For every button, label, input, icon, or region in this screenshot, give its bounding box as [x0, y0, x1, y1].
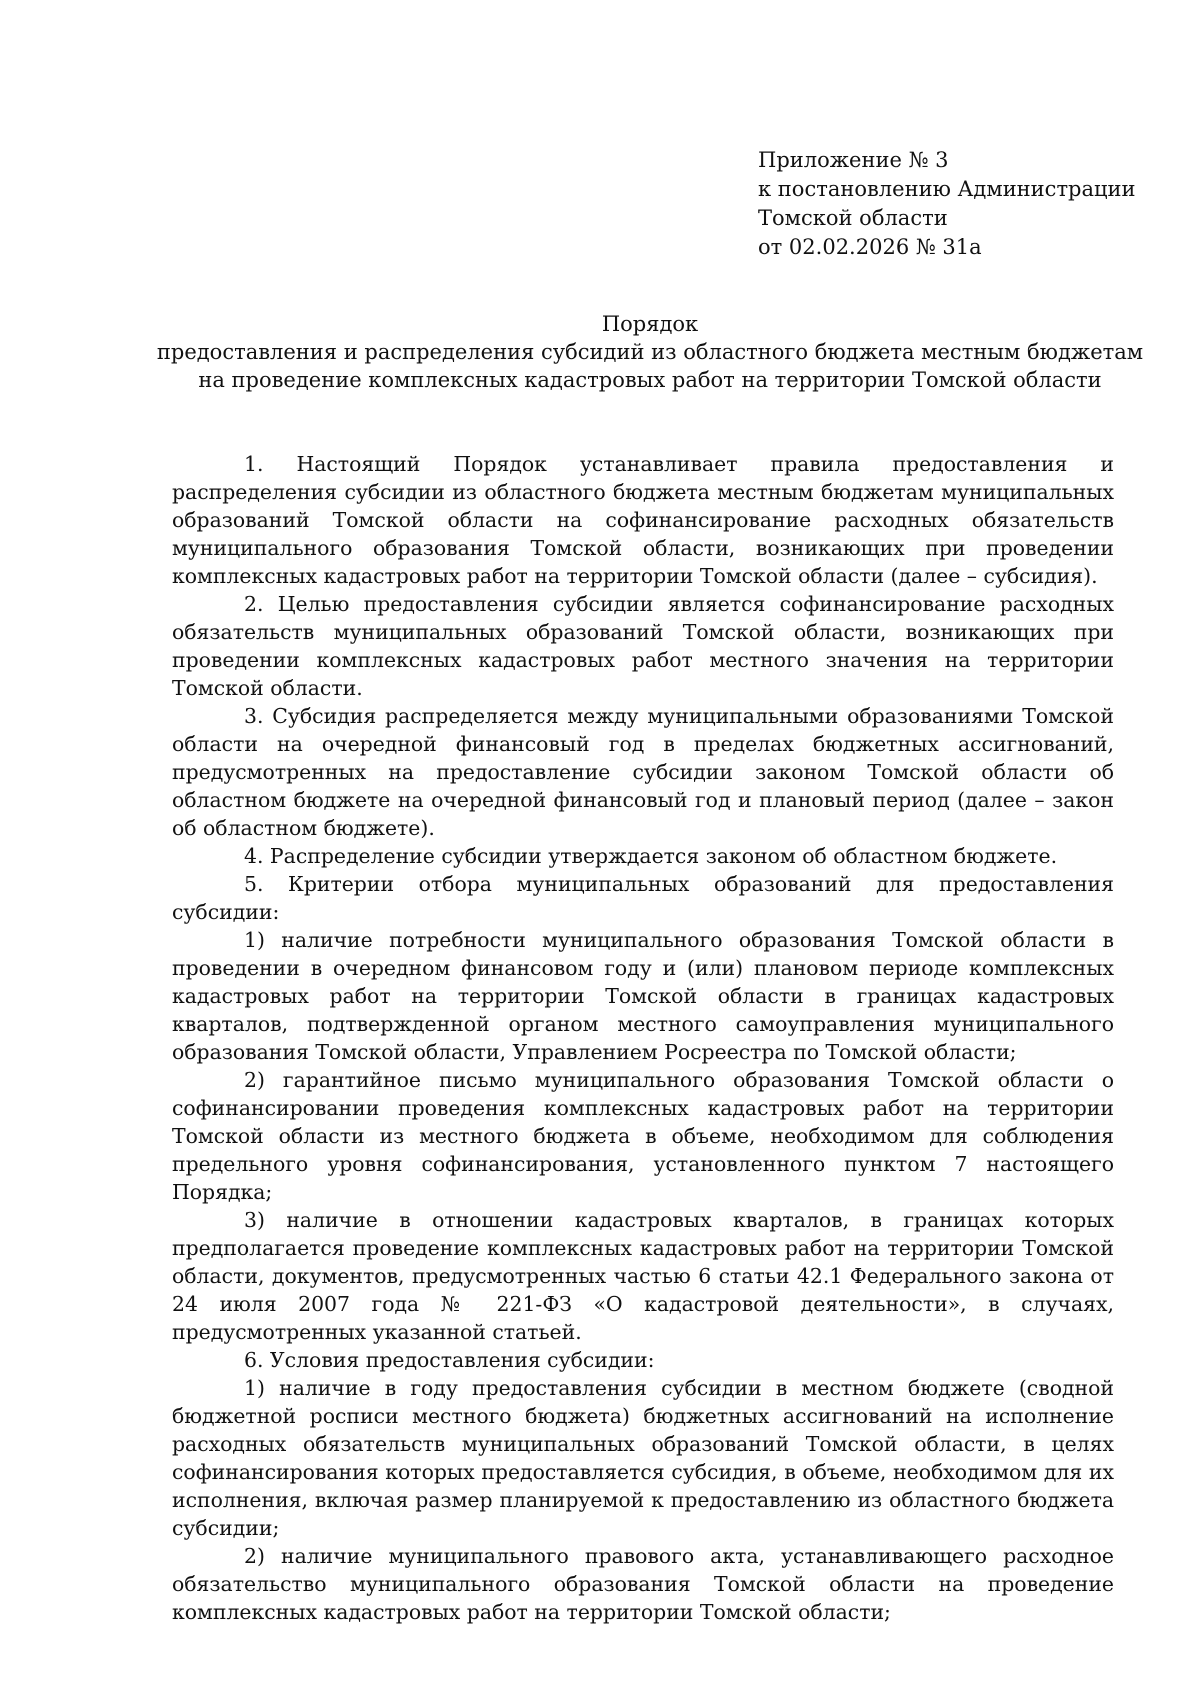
paragraph: 2) наличие муниципального правового акта, устанавливающего расходное обязательство муниципального образования Томской области на проведение комплексных кадастровых работ на территории Томской области;	[172, 1544, 1114, 1624]
paragraph: 1. Настоящий Порядок устанавливает правила предоставления и распределения субсидии из областного бюджета местным бюджетам муниципальных образований Томской области на софинансирование расходных обязательств муниципального образования Томской области, возникающих при проведении комплексных кадастровых работ на территории Томской области (далее – субсидия).	[172, 452, 1114, 588]
document-body	[172, 450, 1114, 1626]
title-heading: Порядок	[601, 312, 699, 336]
appendix-region: Томской области	[758, 206, 948, 230]
appendix-resolution: к постановлению Администрации	[758, 177, 1136, 201]
paragraph: 6. Условия предоставления субсидии:	[244, 1348, 655, 1372]
paragraph: 1) наличие в году предоставления субсидии в местном бюджете (сводной бюджетной росписи местного бюджета) бюджетных ассигнований на исполнение расходных обязательств муниципальных образований Томской области, в целях софинансирования которых предоставляется субсидия, в объеме, необходимом для их исполнения, включая размер планируемой к предоставлению из областного бюджета субсидии;	[172, 1376, 1114, 1540]
paragraph: 2) гарантийное письмо муниципального образования Томской области о софинансировании проведения комплексных кадастровых работ на территории Томской области из местного бюджета в объеме, необходимом для соблюдения предельного уровня софинансирования, установленного пунктом 7 настоящего Порядка;	[172, 1068, 1114, 1204]
document-title	[150, 310, 1150, 394]
paragraph: 2. Целью предоставления субсидии является софинансирование расходных обязательств муниципальных образований Томской области, возникающих при проведении комплексных кадастровых работ местного значения на территории Томской области.	[172, 592, 1114, 700]
title-line-1: предоставления и распределения субсидий из областного бюджета местным бюджетам	[156, 340, 1144, 364]
paragraph: 3) наличие в отношении кадастровых кварталов, в границах которых предполагается проведение комплексных кадастровых работ на территории Томской области, документов, предусмотренных частью 6 статьи 42.1 Федерального закона от 24 июля 2007 года № 221-ФЗ «О кадастровой деятельности», в случаях, предусмотренных указанной статьей.	[172, 1208, 1114, 1344]
appendix-date: от 02.02.2026 № 31а	[758, 235, 982, 259]
paragraph: 1) наличие потребности муниципального образования Томской области в проведении в очередном финансовом году и (или) плановом периоде комплексных кадастровых работ на территории Томской области в границах кадастровых кварталов, подтвержденной органом местного самоуправления муниципального образования Томской области, Управлением Росреестра по Томской области;	[172, 928, 1114, 1064]
title-line-2: на проведение комплексных кадастровых работ на территории Томской области	[198, 368, 1102, 392]
paragraph: 3. Субсидия распределяется между муниципальными образованиями Томской области на очередной финансовый год в пределах бюджетных ассигнований, предусмотренных на предоставление субсидии законом Томской области об областном бюджете на очередной финансовый год и плановый период (далее – закон об областном бюджете).	[172, 704, 1114, 840]
appendix-header	[758, 146, 1136, 262]
paragraph: 5. Критерии отбора муниципальных образований для предоставления субсидии:	[172, 872, 1114, 924]
appendix-number: Приложение № 3	[758, 148, 949, 172]
paragraph: 4. Распределение субсидии утверждается законом об областном бюджете.	[244, 844, 1058, 868]
